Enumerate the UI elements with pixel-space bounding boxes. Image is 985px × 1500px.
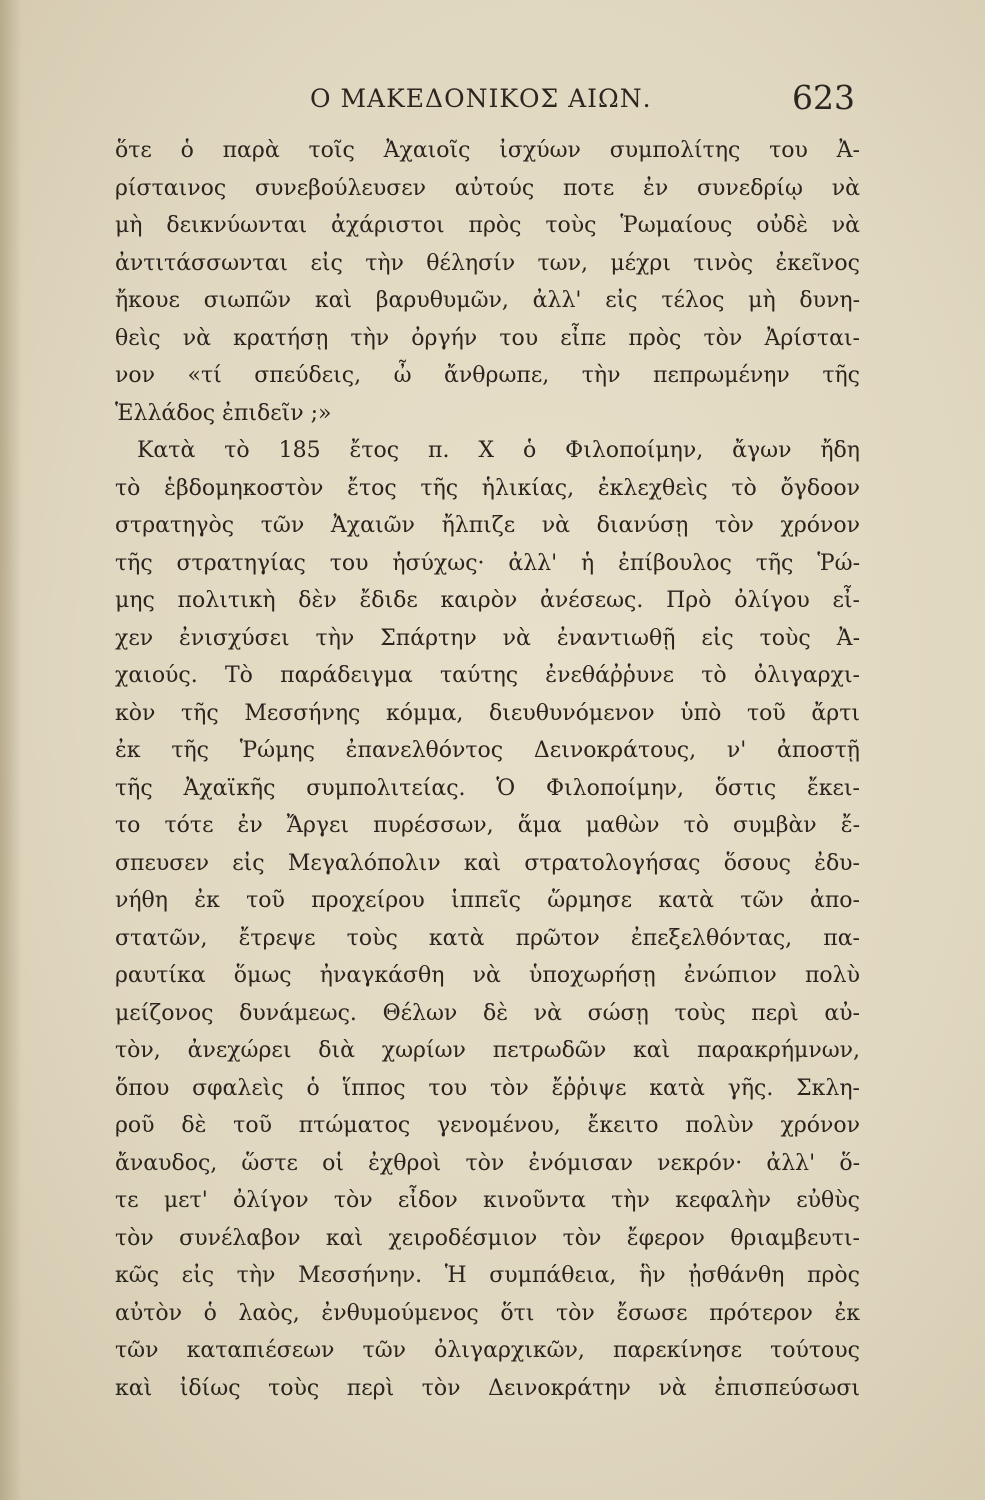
text-line: ροῦ δὲ τοῦ πτώματος γενομένου, ἔκειτο πολὺν χρόνον xyxy=(115,1113,860,1138)
text-line: το τότε ἐν Ἄργει πυρέσσων, ἅμα μαθὼν τὸ συμβὰν ἔ- xyxy=(115,813,860,838)
text-line: αὐτὸν ὁ λαὸς, ἐνθυμούμενος ὅτι τὸν ἔσωσε πρότερον ἐκ xyxy=(115,1300,860,1326)
text-line: τῆς Ἀχαϊκῆς συμπολιτείας. Ὁ Φιλοποίμην, ὅστις ἔκει- xyxy=(115,775,860,801)
text-line: σπευσεν εἰς Μεγαλόπολιν καὶ στρατολογήσας ὅσους ἐδυ- xyxy=(115,850,860,876)
text-line: τε μετ' ὀλίγον τὸν εἶδον κινοῦντα τὴν κεφαλὴν εὐθὺς xyxy=(115,1188,860,1213)
text-line: στρατηγὸς τῶν Ἀχαιῶν ἤλπιζε νὰ διανύσῃ τὸν χρόνον xyxy=(115,513,860,538)
text-line: ρίσταινος συνεβούλευσεν αὐτούς ποτε ἐν συνεδρίῳ νὰ xyxy=(115,175,860,201)
body-text xyxy=(115,132,860,1407)
text-line: Ἑλλάδος ἐπιδεῖν ;» xyxy=(115,400,332,426)
text-line: τὸν, ἀνεχώρει διὰ χωρίων πετρωδῶν καὶ παρακρήμνων, xyxy=(115,1038,860,1063)
page-gutter-shadow xyxy=(0,0,22,1500)
text-line: κῶς εἰς τὴν Μεσσήνην. Ἡ συμπάθεια, ἣν ᾐσθάνθη πρὸς xyxy=(115,1263,860,1288)
text-line: Κατὰ τὸ 185 ἔτος π. Χ ὁ Φιλοποίμην, ἄγων ἤδη xyxy=(137,438,860,463)
text-line: θεὶς νὰ κρατήσῃ τὴν ὀργήν του εἶπε πρὸς τὸν Ἀρίσται- xyxy=(115,325,860,351)
text-line: νον «τί σπεύδεις, ὦ ἄνθρωπε, τὴν πεπρωμένην τῆς xyxy=(115,363,860,388)
text-line: στατῶν, ἔτρεψε τοὺς κατὰ πρῶτον ἐπεξελθόντας, πα- xyxy=(115,925,860,951)
text-line: ἄναυδος, ὥστε οἱ ἐχθροὶ τὸν ἐνόμισαν νεκρόν· ἀλλ' ὅ- xyxy=(115,1150,860,1176)
text-line: ἐκ τῆς Ῥώμης ἐπανελθόντος Δεινοκράτους, ν' ἀποστῇ xyxy=(115,738,860,763)
text-line: χεν ἐνισχύσει τὴν Σπάρτην νὰ ἐναντιωθῇ εἰς τοὺς Ἀ- xyxy=(115,625,860,651)
text-line: τὸ ἑβδομηκοστὸν ἔτος τῆς ἡλικίας, ἐκλεχθεὶς τὸ ὄγδοον xyxy=(115,475,860,501)
text-line: χαιούς. Τὸ παράδειγμα ταύτης ἐνεθάῤῥυνε τὸ ὀλιγαρχι- xyxy=(115,663,860,688)
text-line: νήθη ἐκ τοῦ προχείρου ἱππεῖς ὥρμησε κατὰ τῶν ἀπο- xyxy=(115,888,860,913)
text-line: μης πολιτικὴ δὲν ἔδιδε καιρὸν ἀνέσεως. Πρὸ ὀλίγου εἶ- xyxy=(115,588,860,613)
page-number: 623 xyxy=(792,78,855,117)
text-line: ραυτίκα ὅμως ἠναγκάσθη νὰ ὑποχωρήσῃ ἐνώπιον πολὺ xyxy=(115,963,860,988)
text-line: τῶν καταπιέσεων τῶν ὀλιγαρχικῶν, παρεκίνησε τούτους xyxy=(115,1338,860,1363)
text-line: ἀντιτάσσωνται εἰς τὴν θέλησίν των, μέχρι τινὸς ἐκεῖνος xyxy=(115,250,860,276)
text-line: ὅπου σφαλεὶς ὁ ἵππος του τὸν ἔῤῥιψε κατὰ γῆς. Σκλη- xyxy=(115,1075,860,1101)
text-line: μὴ δεικνύωνται ἀχάριστοι πρὸς τοὺς Ῥωμαίους οὐδὲ νὰ xyxy=(115,213,860,238)
text-line: κὸν τῆς Μεσσήνης κόμμα, διευθυνόμενον ὑπὸ τοῦ ἄρτι xyxy=(115,700,860,726)
text-line: τῆς στρατηγίας του ἡσύχως· ἀλλ' ἡ ἐπίβουλος τῆς Ῥώ- xyxy=(115,550,860,576)
text-line: ὅτε ὁ παρὰ τοῖς Ἀχαιοῖς ἰσχύων συμπολίτης του Ἀ- xyxy=(115,138,860,163)
text-line: καὶ ἰδίως τοὺς περὶ τὸν Δεινοκράτην νὰ ἐπισπεύσωσι xyxy=(115,1375,860,1401)
running-head xyxy=(95,78,855,128)
running-title: Ο ΜΑΚΕΔΟΝΙΚΟΣ ΑΙΩΝ. xyxy=(310,84,652,113)
text-line: τὸν συνέλαβον καὶ χειροδέσμιον τὸν ἔφερον θριαμβευτι- xyxy=(115,1225,860,1251)
text-line: ἤκουε σιωπῶν καὶ βαρυθυμῶν, ἀλλ' εἰς τέλος μὴ δυνη- xyxy=(115,288,860,313)
text-line: μείζονος δυνάμεως. Θέλων δὲ νὰ σώσῃ τοὺς περὶ αὐ- xyxy=(115,1000,860,1026)
